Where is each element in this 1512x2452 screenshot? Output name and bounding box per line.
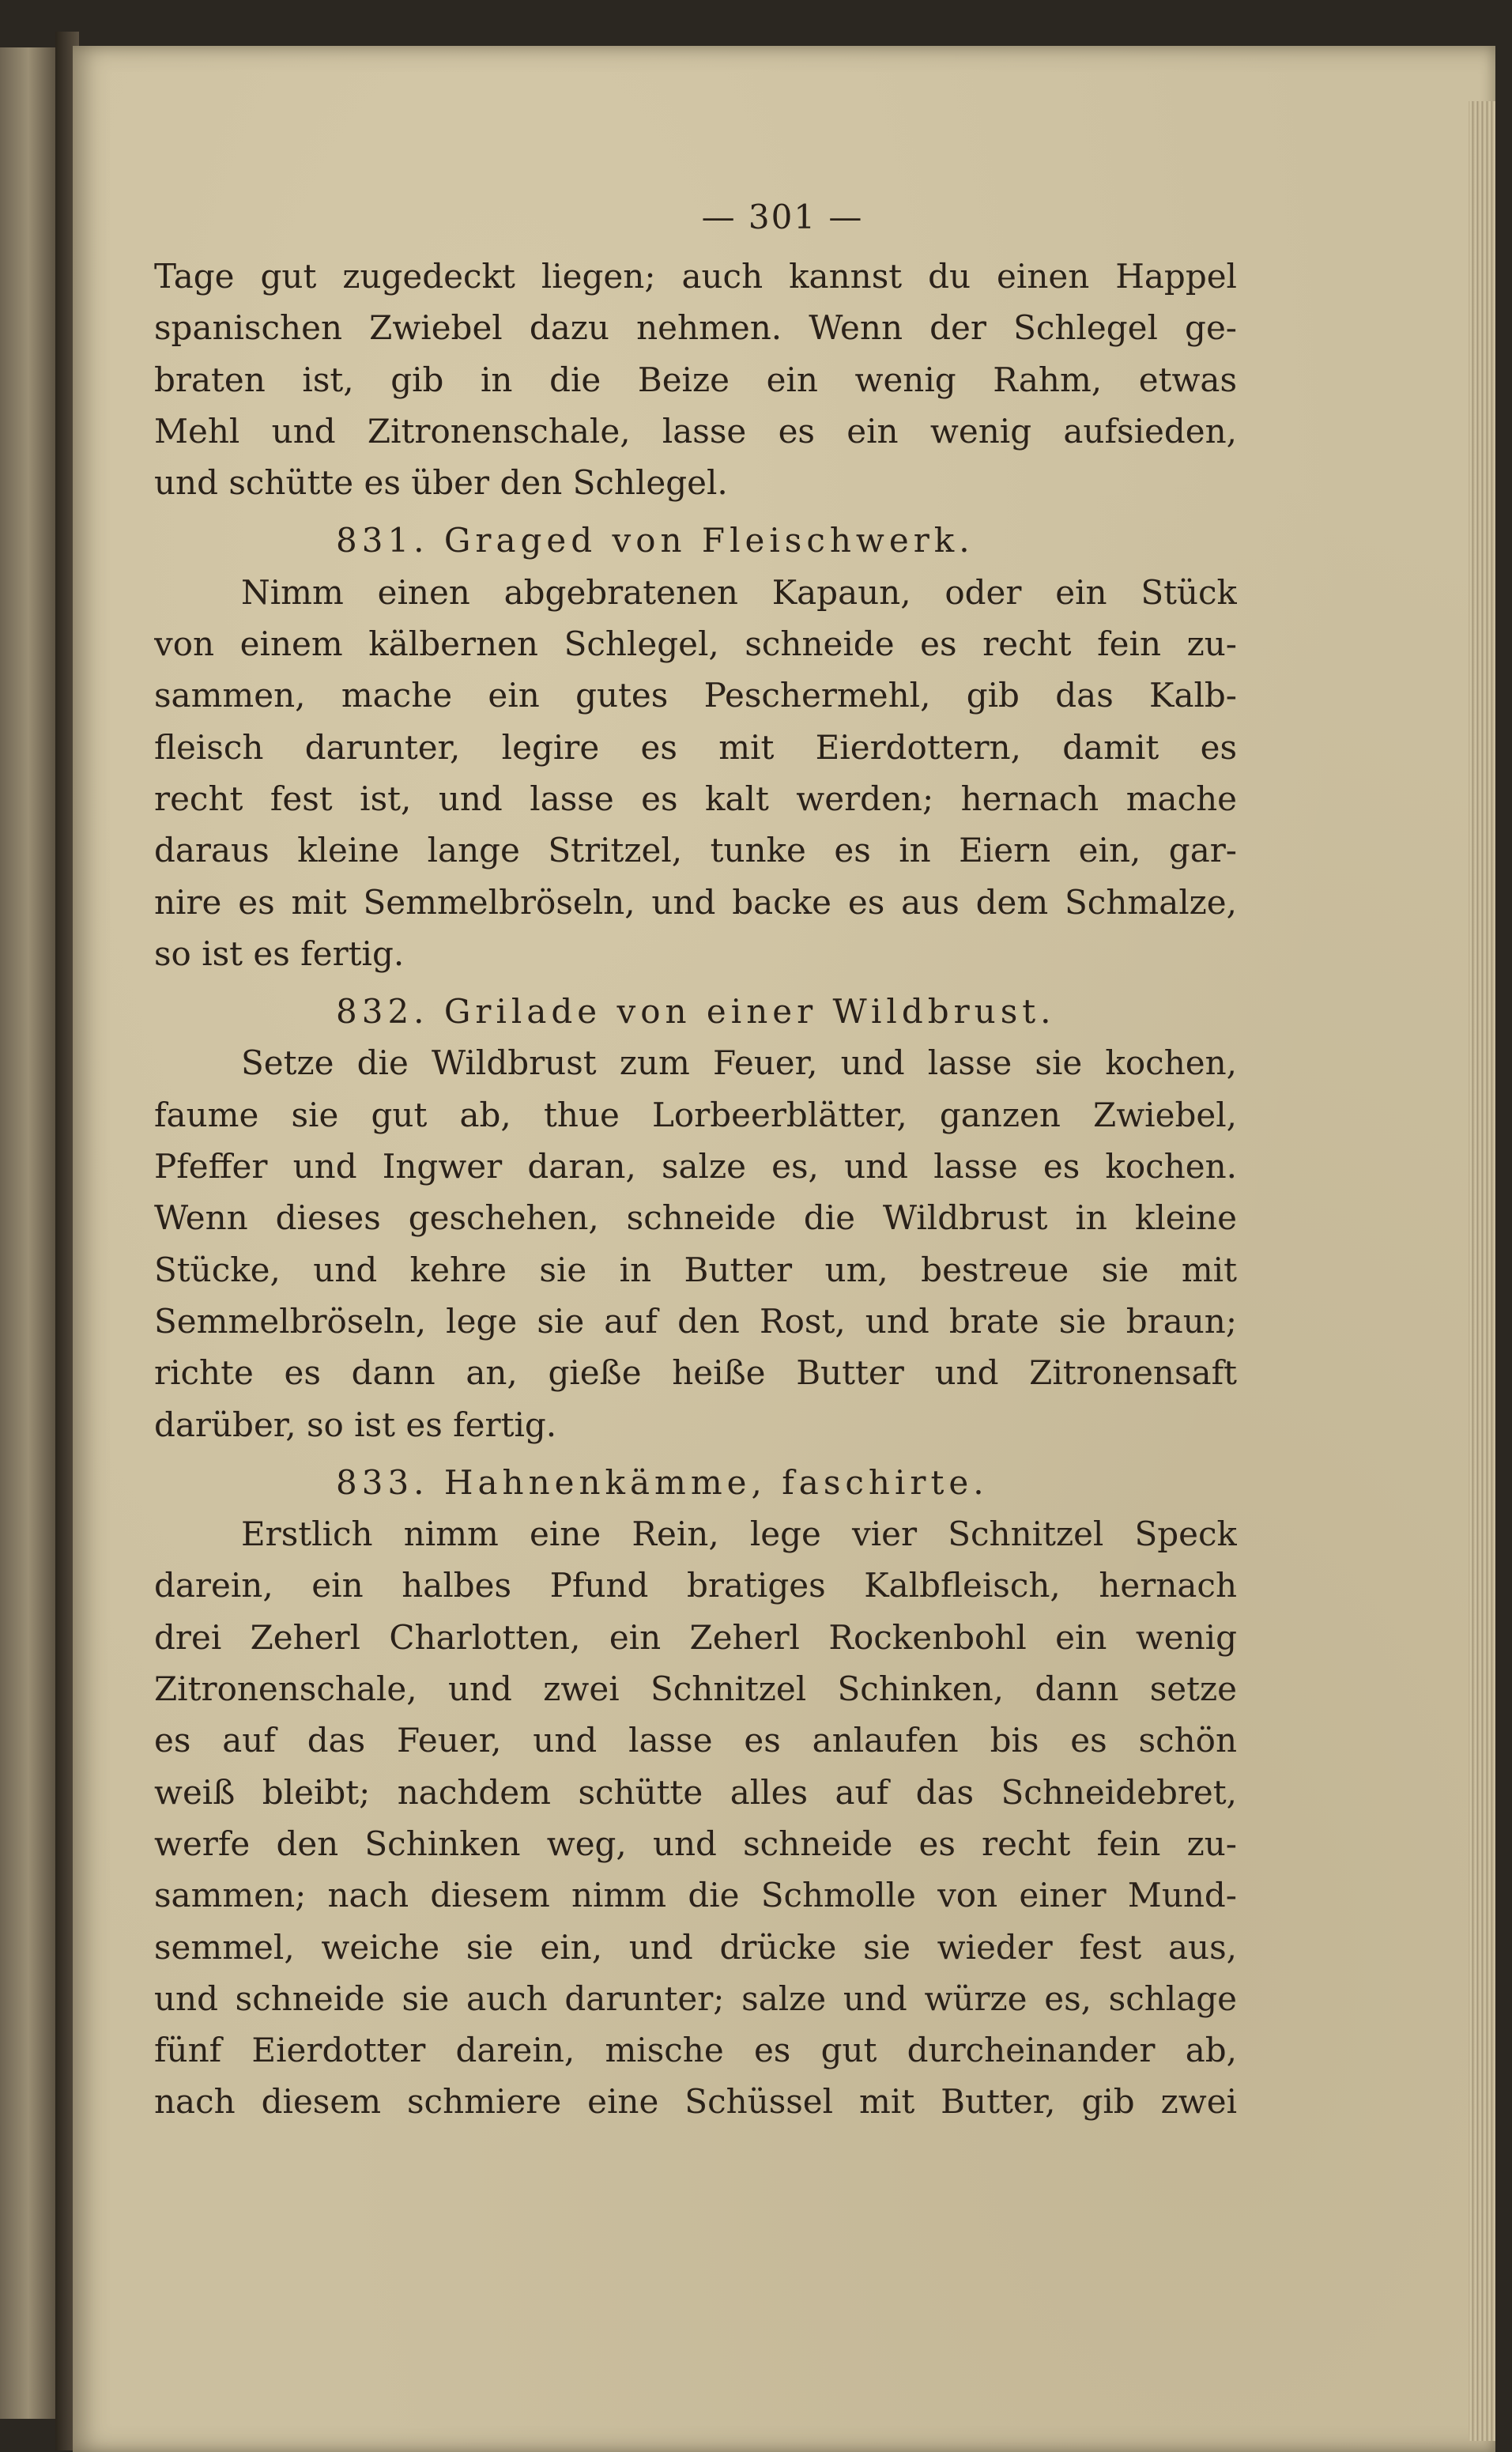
text-line: und schneide sie auch darunter; salze und würze es, schlage xyxy=(154,1979,1237,2018)
text-line: Erstlich nimm eine Rein, lege vier Schnitzel Speck xyxy=(241,1515,1237,1554)
recipe-833 xyxy=(154,1457,1237,2128)
text-line: nach diesem schmiere eine Schüssel mit Butter, gib zwei xyxy=(154,2082,1237,2122)
text-line: spanischen Zwiebel dazu nehmen. Wenn der Schlegel ge- xyxy=(154,308,1237,348)
text-line: Mehl und Zitronenschale, lasse es ein wenig aufsieden, xyxy=(154,411,1237,451)
text-line: daraus kleine lange Stritzel, tunke es in Eiern ein, gar- xyxy=(154,831,1237,870)
text-line: Zitronenschale, und zwei Schnitzel Schinken, dann setze xyxy=(154,1669,1237,1709)
text-line: sammen; nach diesem nimm die Schmolle von einer Mund- xyxy=(154,1876,1237,1915)
page-number: — 301 — xyxy=(701,198,864,236)
text-line: fleisch darunter, legire es mit Eierdottern, damit es xyxy=(154,727,1237,767)
text-line: so ist es fertig. xyxy=(154,934,405,973)
text-line: von einem kälbernen Schlegel, schneide es recht fein zu- xyxy=(154,624,1237,664)
recipe-heading: 833. Hahnenkämme, faschirte. xyxy=(336,1462,989,1502)
intro-paragraph xyxy=(154,251,1237,508)
text-line: es auf das Feuer, und lasse es anlaufen bis es schön xyxy=(154,1721,1237,1760)
text-line: Nimm einen abgebratenen Kapaun, oder ein Stück xyxy=(241,572,1237,612)
text-line: braten ist, gib in die Beize ein wenig Rahm, etwas xyxy=(154,360,1237,399)
previous-page-edge xyxy=(0,47,63,2419)
text-line: recht fest ist, und lasse es kalt werden; hernach mache xyxy=(154,779,1237,818)
text-line: werfe den Schinken weg, und schneide es recht fein zu- xyxy=(154,1824,1237,1863)
text-line: darein, ein halbes Pfund bratiges Kalbfleisch, hernach xyxy=(154,1566,1237,1605)
page-fore-edge xyxy=(1469,101,1495,2441)
text-line: drei Zeherl Charlotten, ein Zeherl Rockenbohl ein wenig xyxy=(154,1617,1237,1657)
recipe-heading: 831. Graged von Fleischwerk. xyxy=(336,521,975,560)
text-line: Tage gut zugedeckt liegen; auch kannst du einen Happel xyxy=(154,257,1237,296)
text-line: semmel, weiche sie ein, und drücke sie wieder fest aus, xyxy=(154,1927,1237,1967)
page-text xyxy=(154,198,1237,2128)
recipe-heading: 832. Grilade von einer Wildbrust. xyxy=(336,992,1056,1032)
text-line: darüber, so ist es fertig. xyxy=(154,1405,557,1444)
recipe-831 xyxy=(154,515,1237,979)
text-line: richte es dann an, gieße heiße Butter und Zitronensaft xyxy=(154,1353,1237,1393)
text-line: Wenn dieses geschehen, schneide die Wildbrust in kleine xyxy=(154,1198,1237,1238)
text-line: und schütte es über den Schlegel. xyxy=(154,463,728,503)
recipe-832 xyxy=(154,986,1237,1450)
text-line: weiß bleibt; nachdem schütte alles auf das Schneidebret, xyxy=(154,1772,1237,1812)
text-line: sammen, mache ein gutes Peschermehl, gib das Kalb- xyxy=(154,676,1237,715)
text-line: nire es mit Semmelbröseln, und backe es aus dem Schmalze, xyxy=(154,882,1237,922)
text-line: Pfeffer und Ingwer daran, salze es, und lasse es kochen. xyxy=(154,1147,1237,1186)
text-line: Stücke, und kehre sie in Butter um, bestreue sie mit xyxy=(154,1250,1237,1289)
text-line: fünf Eierdotter darein, mische es gut durcheinander ab, xyxy=(154,2031,1237,2070)
text-line: Setze die Wildbrust zum Feuer, und lasse sie kochen, xyxy=(241,1043,1237,1083)
text-line: Semmelbröseln, lege sie auf den Rost, und brate sie braun; xyxy=(154,1301,1237,1341)
text-line: faume sie gut ab, thue Lorbeerblätter, ganzen Zwiebel, xyxy=(154,1095,1237,1134)
